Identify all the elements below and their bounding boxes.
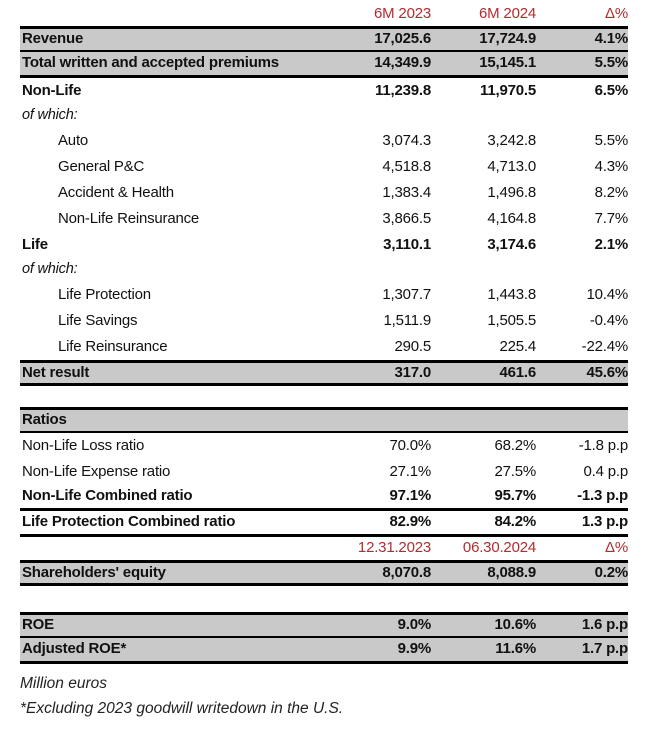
cell-delta: 1.7 p.p	[581, 640, 628, 658]
row-adjusted-roe	[20, 638, 628, 664]
cell-period1: 17,025.6	[374, 30, 431, 48]
row-label: ROE	[22, 616, 54, 634]
cell-period1: 290.5	[394, 337, 431, 355]
row-nonlife-loss-ratio	[20, 433, 628, 459]
header-delta: Δ%	[605, 5, 628, 23]
row-label: Non-Life Reinsurance	[58, 209, 200, 227]
cell-period1: 8,070.8	[382, 563, 431, 581]
row-label: Life Protection Combined ratio	[22, 513, 236, 531]
cell-delta: 1.3 p.p	[581, 513, 628, 531]
row-label: of which:	[22, 107, 78, 124]
row-label: Non-Life Combined ratio	[22, 487, 193, 505]
row-label: Non-Life Expense ratio	[22, 462, 171, 480]
cell-delta: 8.2%	[594, 183, 628, 201]
row-ratios-header	[20, 407, 628, 433]
cell-period2: 11.6%	[495, 640, 536, 658]
cell-period2: 17,724.9	[479, 30, 536, 48]
cell-period2: 95.7%	[494, 487, 536, 505]
row-life-protection-combined-ratio	[20, 511, 628, 537]
row-label: Accident & Health	[58, 183, 174, 201]
row-label: of which:	[22, 261, 78, 278]
row-life	[20, 232, 628, 258]
row-roe	[20, 612, 628, 638]
cell-period1: 9.9%	[397, 640, 431, 658]
cell-period2: 10.6%	[494, 616, 536, 634]
section-gap	[20, 586, 628, 612]
row-label: Net result	[22, 363, 90, 381]
cell-delta: -0.4%	[589, 311, 628, 329]
cell-delta: 5.5%	[594, 54, 628, 72]
cell-delta: 10.4%	[586, 285, 628, 303]
section-gap	[20, 386, 628, 407]
cell-period2: 3,174.6	[487, 235, 536, 253]
row-of-which-life	[20, 258, 628, 282]
row-nonlife-reinsurance	[20, 206, 628, 232]
cell-delta: 4.1%	[594, 30, 628, 48]
header-period2: 6M 2024	[479, 5, 536, 23]
row-label: Non-Life	[22, 81, 82, 99]
cell-period1: 3,110.1	[383, 235, 431, 253]
cell-period2: 1,505.5	[487, 311, 536, 329]
row-revenue	[20, 26, 628, 52]
footnote-unit: Million euros	[20, 675, 108, 692]
header-delta: Δ%	[605, 539, 628, 557]
footnotes	[20, 674, 628, 719]
row-label: Total written and accepted premiums	[22, 54, 279, 72]
row-shareholders-equity	[20, 560, 628, 586]
row-accident-health	[20, 180, 628, 206]
cell-delta: 45.6%	[586, 363, 628, 381]
cell-period1: 70.0%	[389, 436, 431, 454]
cell-period2: 8,088.9	[487, 563, 536, 581]
row-label: Adjusted ROE*	[22, 640, 127, 658]
cell-period1: 27.1%	[389, 462, 431, 480]
cell-period2: 1,496.8	[487, 183, 536, 201]
row-nonlife-combined-ratio	[20, 485, 628, 511]
cell-period1: 4,518.8	[382, 157, 431, 175]
cell-delta: 0.4 p.p	[583, 462, 628, 480]
cell-period1: 1,511.9	[383, 311, 431, 329]
cell-delta: 0.2%	[594, 563, 628, 581]
cell-delta: 7.7%	[594, 209, 628, 227]
row-label: Life Protection	[58, 285, 151, 303]
row-total-premiums	[20, 52, 628, 78]
cell-delta: -1.3 p.p	[577, 487, 628, 505]
cell-period1: 1,307.7	[382, 285, 431, 303]
cell-period2: 461.6	[499, 363, 536, 381]
row-of-which-nonlife	[20, 104, 628, 128]
cell-period1: 1,383.4	[382, 183, 431, 201]
row-life-protection	[20, 282, 628, 308]
cell-period2: 11,970.5	[480, 81, 536, 99]
cell-period1: 3,866.5	[382, 209, 431, 227]
header-period1: 12.31.2023	[357, 539, 431, 557]
cell-delta: 5.5%	[594, 131, 628, 149]
balance-period-header-row	[20, 537, 628, 560]
cell-period1: 11,239.8	[375, 81, 431, 99]
row-label: Life Reinsurance	[58, 337, 168, 355]
cell-period1: 14,349.9	[374, 54, 431, 72]
cell-delta: 6.5%	[594, 81, 628, 99]
cell-period2: 225.4	[499, 337, 536, 355]
header-period2: 06.30.2024	[462, 539, 536, 557]
cell-period2: 4,713.0	[487, 157, 536, 175]
row-general-pc	[20, 154, 628, 180]
row-label: Non-Life Loss ratio	[22, 436, 145, 454]
row-label: Life Savings	[58, 311, 138, 329]
cell-period1: 3,074.3	[382, 131, 431, 149]
row-label: General P&C	[58, 157, 145, 175]
section-title: Ratios	[22, 411, 67, 429]
cell-delta: 4.3%	[594, 157, 628, 175]
cell-period2: 15,145.1	[479, 54, 536, 72]
cell-period2: 84.2%	[494, 513, 536, 531]
cell-delta: 1.6 p.p	[581, 616, 628, 634]
cell-period1: 97.1%	[389, 487, 431, 505]
cell-period2: 68.2%	[494, 436, 536, 454]
cell-delta: 2.1%	[594, 235, 628, 253]
cell-period2: 1,443.8	[487, 285, 536, 303]
row-nonlife-expense-ratio	[20, 459, 628, 485]
cell-period2: 4,164.8	[487, 209, 536, 227]
row-label: Shareholders' equity	[22, 563, 166, 581]
cell-delta: -22.4%	[581, 337, 628, 355]
row-label: Auto	[58, 131, 89, 149]
cell-period1: 317.0	[394, 363, 431, 381]
footnote-asterisk: *Excluding 2023 goodwill writedown in the U.S.	[20, 700, 344, 718]
row-label: Revenue	[22, 30, 84, 48]
header-period1: 6M 2023	[374, 5, 431, 23]
row-auto	[20, 128, 628, 154]
cell-period2: 3,242.8	[487, 131, 536, 149]
row-net-result	[20, 360, 628, 386]
row-label: Life	[22, 235, 48, 253]
row-life-reinsurance	[20, 334, 628, 360]
income-period-header-row	[20, 3, 628, 26]
cell-period1: 82.9%	[389, 513, 431, 531]
row-life-savings	[20, 308, 628, 334]
cell-period1: 9.0%	[397, 616, 431, 634]
cell-delta: -1.8 p.p	[578, 436, 628, 454]
row-non-life	[20, 78, 628, 104]
cell-period2: 27.5%	[494, 462, 536, 480]
